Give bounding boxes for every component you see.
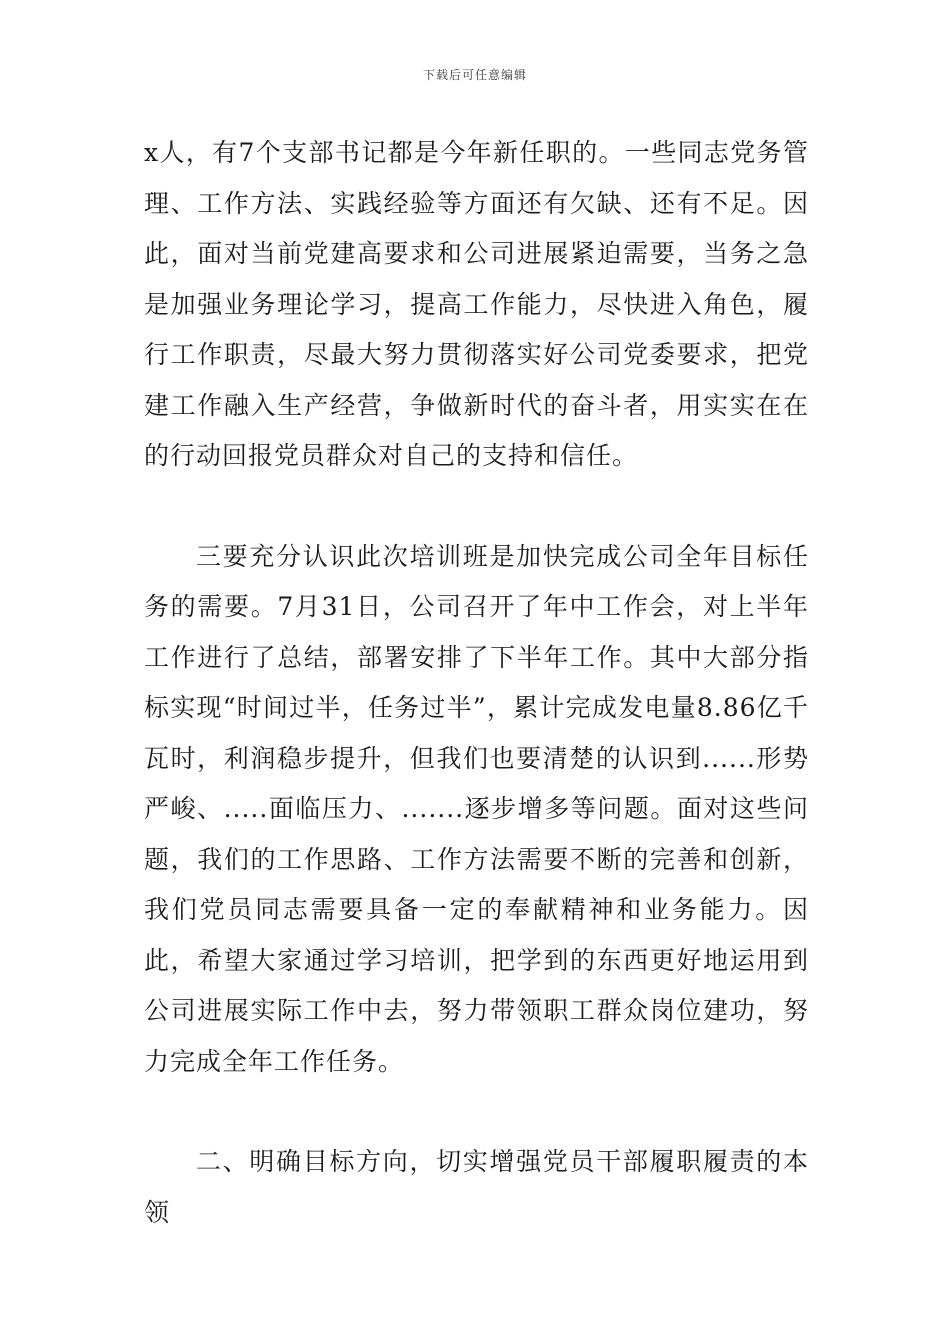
paragraph-continued: x人，有7个支部书记都是今年新任职的。一些同志党务管理、工作方法、实践经验等方面还有欠缺、还有不足。因此，面对当前党建高要求和公司进展紧迫需要，当务之急是加强业务理论学习，提高工作能力，尽快进入角色，履行工作职责，尽最大努力贯彻落实好公司党委要求，把党建工作融入生产经营，争做新时代的奋斗者，用实实在在的行动回报党员群众对自己的支持和信任。 [144,138,809,470]
document-body [144,128,809,1238]
section-heading-two: 二、明确目标方向，切实增强党员干部履职履责的本领 [144,1147,809,1227]
paragraph-third-point: 三要充分认识此次培训班是加快完成公司全年目标任务的需要。7月31日，公司召开了年中工作会，对上半年工作进行了总结，部署安排了下半年工作。其中大部分指标实现“时间过半，任务过半”，累计完成发电量8.86亿千瓦时，利润稳步提升，但我们也要清楚的认识到......形势严峻、.....面临压力、.......逐步增多等问题。面对这些问题，我们的工作思路、工作方法需要不断的完善和创新，我们党员同志需要具备一定的奉献精神和业务能力。因此，希望大家通过学习培训，把学到的东西更好地运用到公司进展实际工作中去，努力带领职工群众岗位建功，努力完成全年工作任务。 [144,541,809,1076]
header-note: 下载后可任意编辑 [422,68,527,82]
